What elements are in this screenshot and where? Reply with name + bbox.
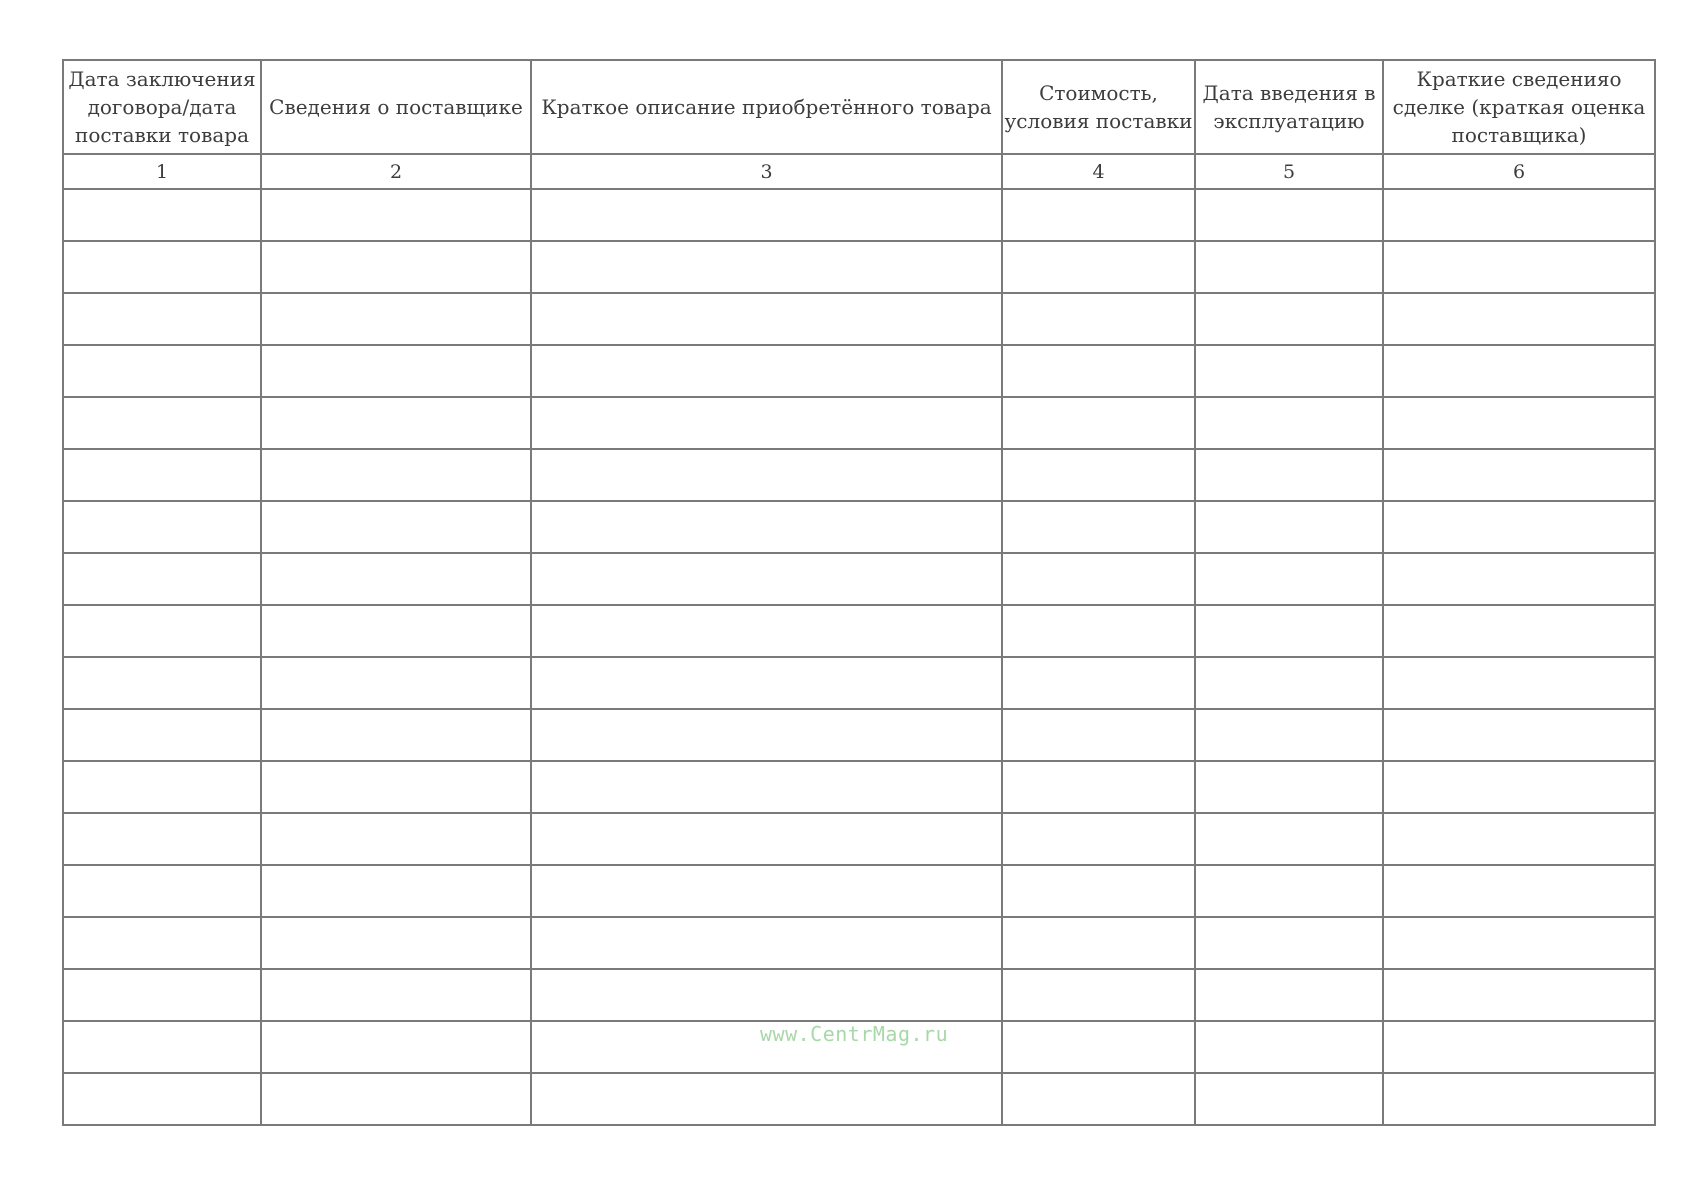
table-cell bbox=[531, 865, 1002, 917]
table-cell bbox=[63, 657, 261, 709]
table-cell bbox=[63, 397, 261, 449]
table-cell bbox=[1002, 397, 1195, 449]
table-cell bbox=[1195, 397, 1383, 449]
table-cell bbox=[531, 709, 1002, 761]
column-number: 3 bbox=[531, 154, 1002, 189]
table-cell bbox=[1002, 293, 1195, 345]
table-cell bbox=[1002, 1021, 1195, 1073]
column-number: 4 bbox=[1002, 154, 1195, 189]
table-cell bbox=[1195, 241, 1383, 293]
table-row bbox=[63, 501, 1655, 553]
table-cell bbox=[1383, 449, 1655, 501]
table-cell bbox=[63, 917, 261, 969]
table-cell bbox=[261, 1021, 531, 1073]
table-cell bbox=[531, 969, 1002, 1021]
header-goods-description: Краткое описание приобретённого товара bbox=[531, 60, 1002, 154]
table-row bbox=[63, 605, 1655, 657]
table-body bbox=[63, 189, 1655, 1125]
table-cell bbox=[1195, 657, 1383, 709]
table-cell bbox=[261, 969, 531, 1021]
table-cell bbox=[1383, 1073, 1655, 1125]
table-cell bbox=[531, 917, 1002, 969]
table-cell bbox=[1195, 293, 1383, 345]
table-row bbox=[63, 969, 1655, 1021]
table-cell bbox=[531, 1073, 1002, 1125]
table-cell bbox=[1383, 761, 1655, 813]
table-cell bbox=[1002, 189, 1195, 241]
table-cell bbox=[1383, 397, 1655, 449]
table-cell bbox=[531, 241, 1002, 293]
table-cell bbox=[1383, 189, 1655, 241]
table-cell bbox=[1383, 865, 1655, 917]
table-cell bbox=[1383, 917, 1655, 969]
table-cell bbox=[531, 397, 1002, 449]
table-cell bbox=[1195, 865, 1383, 917]
table-cell bbox=[261, 865, 531, 917]
table-cell bbox=[531, 345, 1002, 397]
table-cell bbox=[1195, 813, 1383, 865]
table-cell bbox=[261, 189, 531, 241]
table-cell bbox=[261, 397, 531, 449]
table-cell bbox=[261, 709, 531, 761]
table-cell bbox=[1002, 241, 1195, 293]
table-cell bbox=[261, 1073, 531, 1125]
table-cell bbox=[261, 917, 531, 969]
table-cell bbox=[63, 241, 261, 293]
table-row bbox=[63, 709, 1655, 761]
table-cell bbox=[1195, 605, 1383, 657]
table-cell bbox=[1002, 501, 1195, 553]
table-cell bbox=[1002, 449, 1195, 501]
table-cell bbox=[261, 761, 531, 813]
table-cell bbox=[1002, 969, 1195, 1021]
table-cell bbox=[1002, 605, 1195, 657]
table-cell bbox=[63, 1073, 261, 1125]
table-cell bbox=[1383, 345, 1655, 397]
column-number-row bbox=[63, 154, 1655, 189]
table-cell bbox=[1383, 293, 1655, 345]
table-cell bbox=[1002, 709, 1195, 761]
table-cell bbox=[1002, 813, 1195, 865]
table-row bbox=[63, 449, 1655, 501]
table-cell bbox=[63, 345, 261, 397]
table-cell bbox=[1002, 553, 1195, 605]
table-cell bbox=[63, 969, 261, 1021]
table-cell bbox=[531, 501, 1002, 553]
table-cell bbox=[261, 449, 531, 501]
table-row bbox=[63, 917, 1655, 969]
header-commissioning-date: Дата введения в эксплуатацию bbox=[1195, 60, 1383, 154]
table-cell bbox=[1195, 969, 1383, 1021]
header-row bbox=[63, 60, 1655, 154]
column-number: 1 bbox=[63, 154, 261, 189]
table-cell bbox=[261, 657, 531, 709]
table-row bbox=[63, 761, 1655, 813]
table-cell bbox=[261, 293, 531, 345]
supplier-register-table bbox=[62, 59, 1656, 1126]
table-cell bbox=[261, 605, 531, 657]
header-contract-date: Дата заключения договора/дата поставки товара bbox=[63, 60, 261, 154]
table-cell bbox=[531, 605, 1002, 657]
table-cell bbox=[63, 761, 261, 813]
table-cell bbox=[531, 553, 1002, 605]
table-cell bbox=[261, 553, 531, 605]
table-row bbox=[63, 189, 1655, 241]
table-cell bbox=[531, 657, 1002, 709]
table-cell bbox=[261, 813, 531, 865]
table-cell bbox=[1195, 917, 1383, 969]
table-cell bbox=[63, 605, 261, 657]
header-supplier-info: Сведения о поставщике bbox=[261, 60, 531, 154]
table-cell bbox=[531, 189, 1002, 241]
table-cell bbox=[1195, 345, 1383, 397]
table-cell bbox=[1195, 761, 1383, 813]
table-cell bbox=[1195, 1073, 1383, 1125]
table-cell bbox=[1383, 553, 1655, 605]
table-cell bbox=[1002, 865, 1195, 917]
table-row bbox=[63, 1073, 1655, 1125]
table-cell bbox=[1383, 709, 1655, 761]
table-cell bbox=[1383, 813, 1655, 865]
table-cell bbox=[1002, 345, 1195, 397]
table-cell bbox=[63, 1021, 261, 1073]
header-cost-terms: Стоимость, условия поставки bbox=[1002, 60, 1195, 154]
table-cell bbox=[1002, 1073, 1195, 1125]
table-cell bbox=[63, 449, 261, 501]
table-cell bbox=[261, 345, 531, 397]
table-cell bbox=[1002, 917, 1195, 969]
table-cell bbox=[1195, 449, 1383, 501]
table-cell bbox=[1195, 553, 1383, 605]
table-cell bbox=[1002, 761, 1195, 813]
table-cell bbox=[63, 189, 261, 241]
table-cell bbox=[531, 761, 1002, 813]
table-cell bbox=[63, 865, 261, 917]
column-number: 6 bbox=[1383, 154, 1655, 189]
table-cell bbox=[63, 553, 261, 605]
table-cell bbox=[1383, 605, 1655, 657]
header-deal-summary: Краткие сведенияо сделке (краткая оценка поставщика) bbox=[1383, 60, 1655, 154]
table-cell bbox=[531, 813, 1002, 865]
table-cell bbox=[1195, 189, 1383, 241]
table-cell bbox=[1383, 969, 1655, 1021]
table-cell bbox=[261, 241, 531, 293]
column-number: 2 bbox=[261, 154, 531, 189]
table-cell bbox=[531, 449, 1002, 501]
table-cell bbox=[1195, 501, 1383, 553]
table-row bbox=[63, 397, 1655, 449]
table-cell bbox=[1383, 1021, 1655, 1073]
table-cell bbox=[261, 501, 531, 553]
table-cell bbox=[63, 813, 261, 865]
watermark: www.CentrMag.ru bbox=[760, 1022, 949, 1046]
table-row bbox=[63, 241, 1655, 293]
table-cell bbox=[531, 293, 1002, 345]
table-row bbox=[63, 657, 1655, 709]
table-cell bbox=[1195, 709, 1383, 761]
table-cell bbox=[1383, 501, 1655, 553]
column-number: 5 bbox=[1195, 154, 1383, 189]
table-row bbox=[63, 865, 1655, 917]
table-cell bbox=[1002, 657, 1195, 709]
table-cell bbox=[63, 709, 261, 761]
table-cell bbox=[63, 501, 261, 553]
table-cell bbox=[1383, 241, 1655, 293]
table-cell bbox=[1195, 1021, 1383, 1073]
table-row bbox=[63, 813, 1655, 865]
table-row bbox=[63, 293, 1655, 345]
table-row bbox=[63, 345, 1655, 397]
table-cell bbox=[1383, 657, 1655, 709]
table-row bbox=[63, 553, 1655, 605]
table-cell bbox=[63, 293, 261, 345]
